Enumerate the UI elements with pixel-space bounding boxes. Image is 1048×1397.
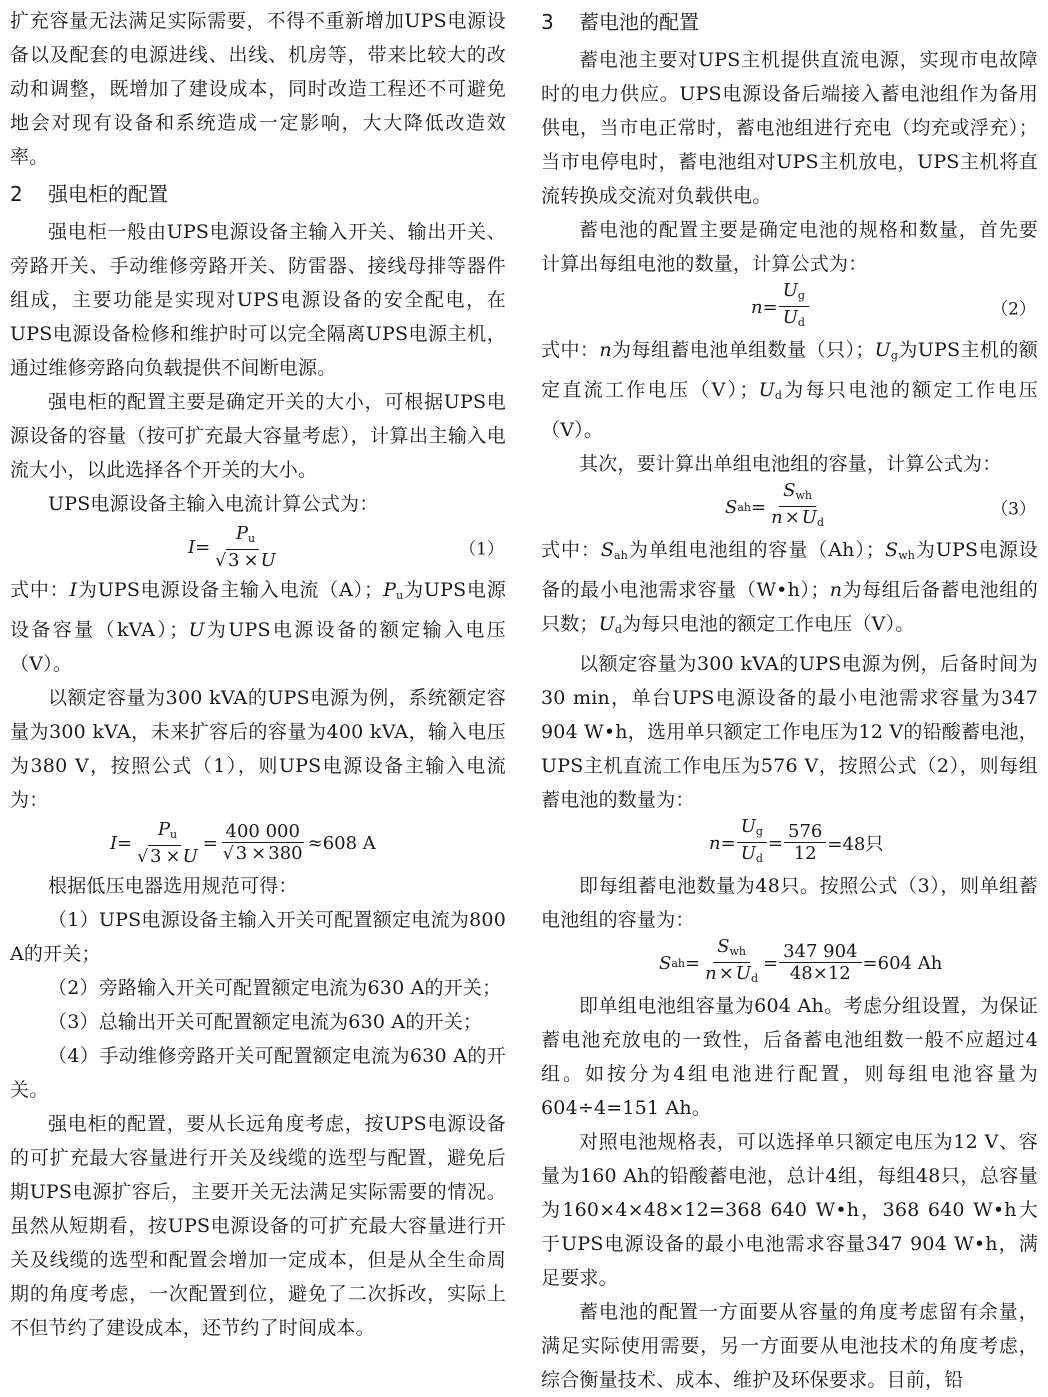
paragraph: 对照电池规格表，可以选择单只额定电压为12 V、容量为160 Ah的铅酸蓄电池，总计4组，每组48只，总容量为160×4×48×12=368 640 W•h，368 640 W•h大于UPS电源设备的最小电池需求容量347 904 W•h，满足要求。	[541, 1131, 1038, 1289]
equation-3-example: S ah = $\frac{S_{wh}}{n \times U_d}$ = $\frac{347 904}{48\times 12}$ =604 Ah	[659, 936, 943, 985]
list-item: （3）总输出开关可配置额定电流为630 A的开关；	[48, 1011, 483, 1033]
paragraph: 即单组电池组容量为604 Ah。考虑分组设置，为保证蓄电池充放电的一致性，后备蓄电池组数一般不应超过4组。如按分为4组电池进行配置，则每组电池容量为604÷4=151 Ah。	[541, 995, 1038, 1119]
section-heading-2	[10, 176, 506, 212]
left-column	[10, 4, 506, 1345]
paragraph: UPS电源设备主输入电流计算公式为：	[48, 493, 379, 515]
paragraph-variable-definition: 式中：$S_{ah}$为单组电池组的容量（Ah）；$S_{wh}$为UPS电源设备的最小电池需求容量（W•h）；n为每组后备蓄电池组的只数；$U_d$为每只电池的额定工作电压（V）。	[541, 539, 1039, 636]
equation-2-example: n= $\frac{U_g}{U_d}$ = $\frac{576}{12}$ =48只	[709, 816, 884, 865]
paragraph-intro: 扩充容量无法满足实际需要，不得不重新增加UPS电源设备以及配套的电源进线、出线、机房等，带来比较大的改动和调整，既增加了建设成本，同时改造工程还不可避免地会对现有设备和系统造成一定影响，大大降低改造效率。	[10, 10, 506, 168]
equation-2: n= $\frac{U_g}{U_d}$ （2）	[751, 280, 1036, 329]
paragraph: 以额定容量为300 kVA的UPS电源为例，系统额定容量为300 kVA，未来扩容后的容量为400 kVA，输入电压为380 V，按照公式（1），则UPS电源设备主输入电流为：	[10, 687, 506, 811]
section-title: 蓄电池的配置	[579, 10, 699, 34]
paragraph: 蓄电池的配置主要是确定电池的规格和数量，首先要计算出每组电池的数量，计算公式为：	[541, 219, 1038, 275]
section-title: 强电柜的配置	[48, 182, 168, 206]
list-item: （1）UPS电源设备主输入开关可配置额定电流为800 A的开关；	[10, 909, 506, 965]
right-column	[541, 4, 1038, 1397]
equation-number: （2）	[991, 299, 1036, 320]
paragraph-variable-definition: 式中：I为UPS电源设备主输入电流（A）；$P_u$为UPS电源设备容量（kVA）；U为UPS电源设备的额定输入电压（V）。	[10, 579, 507, 675]
equation-1: I= $\frac{P_u}{√ 3 \times U}$ （1）	[188, 522, 504, 571]
equation-number: （3）	[991, 499, 1036, 520]
equation-3: S ah = $\frac{S_{wh}}{n \times U_d}$ （3）	[725, 480, 1036, 529]
list-item: （2）旁路输入开关可配置额定电流为630 A的开关；	[48, 977, 502, 999]
paragraph: 以额定容量为300 kVA的UPS电源为例，后备时间为30 min，单台UPS电源设备的最小电池需求容量为347 904 W•h，选用单只额定工作电压为12 V的铅酸蓄电池，UPS主机直流工作电压为576 V，按照公式（2），则每组蓄电池的数量为：	[541, 653, 1038, 811]
equation-number: （1）	[459, 539, 504, 560]
paragraph-variable-definition: 式中：n为每组蓄电池单组数量（只）；$U_g$为UPS主机的额定直流工作电压（V）；$U_d$为每只电池的额定工作电压（V）。	[541, 339, 1039, 441]
fraction: $\frac{P_u}{√ 3 \times U}$	[215, 522, 276, 571]
paragraph: 其次，要计算出单组电池组的容量，计算公式为：	[579, 453, 1002, 475]
section-heading-3	[541, 4, 1038, 40]
paragraph: 蓄电池的配置一方面要从容量的角度考虑留有余量，满足实际使用需要，另一方面要从电池技术的角度考虑，综合衡量技术、成本、维护及环保要求。目前，铅	[541, 1301, 1038, 1391]
list-item: （4）手动维修旁路开关可配置额定电流为630 A的开关。	[10, 1045, 506, 1101]
section-number: 3	[541, 10, 554, 34]
paragraph: 强电柜的配置，要从长远角度考虑，按UPS电源设备的可扩充最大容量进行开关及线缆的选型与配置，避免后期UPS电源扩容后，主要开关无法满足实际需要的情况。虽然从短期看，按UPS电源设备的可扩充最大容量进行开关及线缆的选型和配置会增加一定成本，但是从全生命周期的角度考虑，一次配置到位，避免了二次拆改，实际上不但节约了建设成本，还节约了时间成本。	[10, 1113, 506, 1339]
paragraph: 即每组蓄电池数量为48只。按照公式（3），则单组蓄电池组的容量为：	[541, 875, 1038, 931]
equation-1-example: I= $\frac{P_u}{√ 3 \times U}$ = $\frac{400 000}{√ 3 \times 380}$ ≈608 A	[110, 818, 376, 867]
section-number: 2	[10, 182, 23, 206]
paragraph: 根据低压电器选用规范可得：	[48, 875, 298, 897]
paragraph: 强电柜的配置主要是确定开关的大小，可根据UPS电源设备的容量（按可扩充最大容量考虑），计算出主输入电流大小，以此选择各个开关的大小。	[10, 391, 506, 481]
paragraph: 强电柜一般由UPS电源设备主输入开关、输出开关、旁路开关、手动维修旁路开关、防雷器、接线母排等器件组成，主要功能是实现对UPS电源设备的安全配电，在UPS电源设备检修和维护时可以完全隔离UPS电源主机，通过维修旁路向负载提供不间断电源。	[10, 221, 506, 379]
paragraph: 蓄电池主要对UPS主机提供直流电源，实现市电故障时的电力供应。UPS电源设备后端接入蓄电池组作为备用供电，当市电正常时，蓄电池组进行充电（均充或浮充）；当市电停电时，蓄电池组对UPS主机放电，UPS主机将直流转换成交流对负载供电。	[541, 49, 1038, 207]
